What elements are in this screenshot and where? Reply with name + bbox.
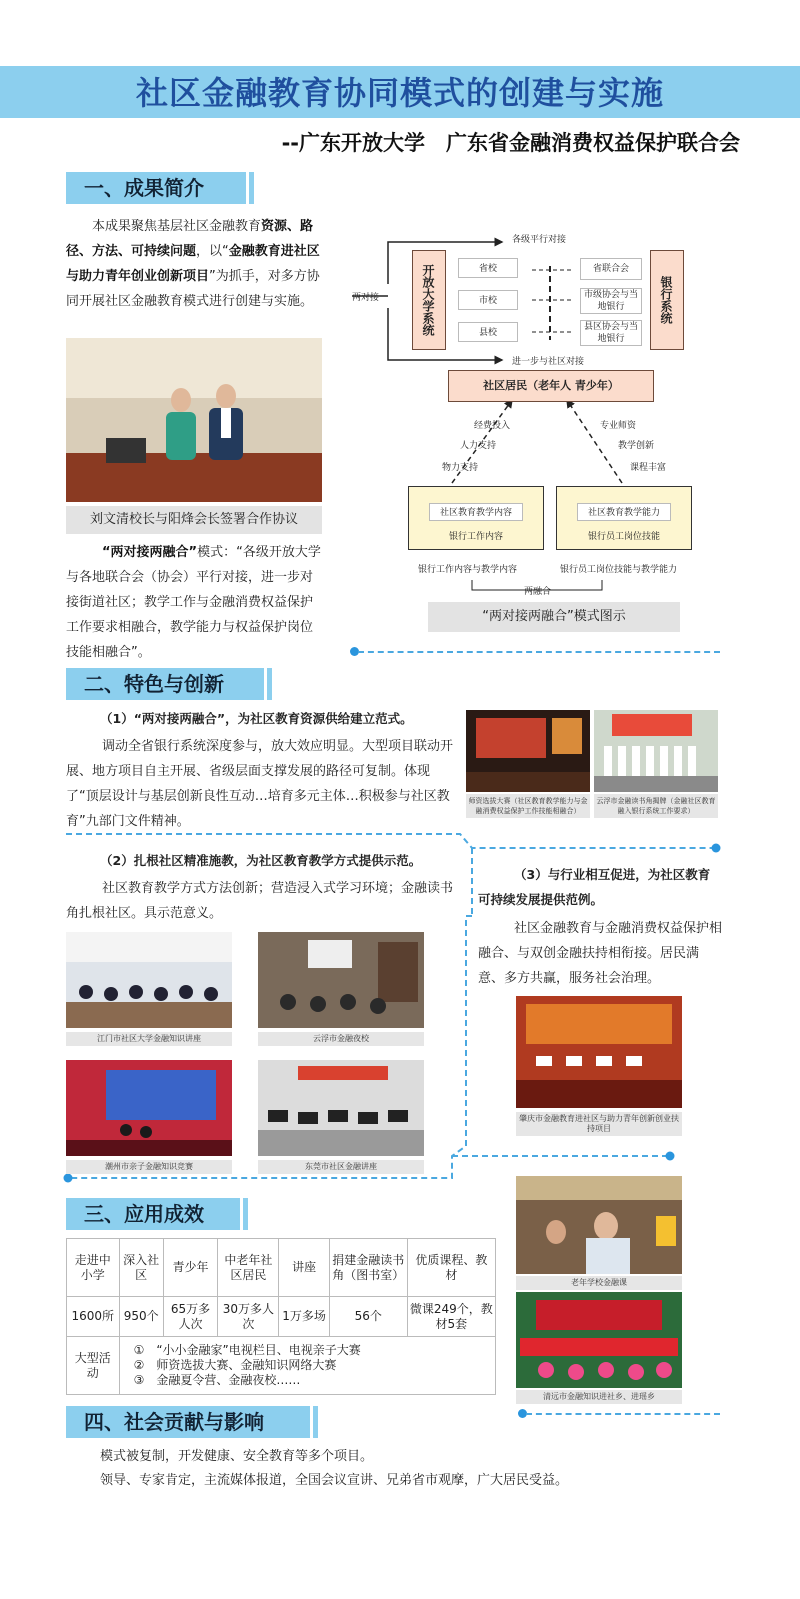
zhaoqing-caption: 肇庆市金融教育进社区与助力青年创新创业扶持项目 xyxy=(516,1112,682,1136)
feature-2-title: （2）扎根社区精准施教，为社区教育教学方式提供示范。 xyxy=(100,853,422,868)
bank-work-content: 银行工作内容 xyxy=(448,532,503,542)
diagram-caption: “两对接两融合”模式图示 xyxy=(428,602,680,632)
reading-corner-photo xyxy=(594,710,718,792)
model-description: “两对接两融合”模式：“各级开放大学与各地联合会（协会）平行对接，进一步对接街道社区；教学工作与金融消费权益保护工作要求相融合，教学能力与权益保护岗位技能相融合”。 xyxy=(66,545,321,660)
school-box: 市校 xyxy=(458,290,518,310)
signing-photo-caption: 刘文清校长与阳烽会长签署合作协议 xyxy=(66,506,322,534)
bank-system: 银行系统 xyxy=(650,250,684,350)
table-cell: 56个 xyxy=(329,1297,407,1337)
feature-1-body: 调动全省银行系统深度参与，放大效应明显。大型项目联动开展、地方项目自主开展、省级层面支撑发展的路径可复制。体现了“顶层设计与基层创新良性互动…培育多元主体…积极参与社区教育”九部门文件精神。 xyxy=(66,739,454,829)
section-2-heading: 二、特色与创新 xyxy=(66,668,264,700)
section-1-intro: 本成果聚焦基层社区金融教育资源、路径、方法、可持续问题，以“金融教育进社区与助力青年创业创新项目”为抓手，对多方协同开展社区金融教育模式进行创建与实施。 xyxy=(66,219,320,309)
contest-photo-caption: 师资选拔大赛（社区教育教学能力与金融消费权益保护工作技能相融合） xyxy=(466,794,590,818)
side-caption: 老年学校金融课 xyxy=(516,1276,682,1290)
lecture-photo xyxy=(66,932,232,1028)
table-cell: 30万多人次 xyxy=(218,1297,279,1337)
support-label: 教学创新 xyxy=(618,441,655,451)
table-cell: 微课249个，教材5套 xyxy=(407,1297,495,1337)
table-cell: 65万多人次 xyxy=(163,1297,218,1337)
support-label: 人力支持 xyxy=(460,441,497,451)
school-box: 县校 xyxy=(458,322,518,342)
night-school-photo xyxy=(258,932,424,1028)
section-1-heading: 一、成果简介 xyxy=(66,172,246,204)
table-header: 走进中小学 xyxy=(67,1239,120,1297)
feature-3-title: （3）与行业相互促进，为社区教育可持续发展提供范例。 xyxy=(478,867,711,907)
contest-photo xyxy=(466,710,590,792)
page-subtitle: --广东开放大学 广东省金融消费权益保护联合会 xyxy=(281,131,740,155)
further-docking-label: 进一步与社区对接 xyxy=(512,357,585,367)
association-box: 县区协会与当地银行 xyxy=(580,320,642,346)
feature-2-body: 社区教育教学方式方法创新；营造浸入式学习环境；金融读书角扎根社区。具示范意义。 xyxy=(66,881,454,921)
activity-item: ③ 金融夏令营、金融夜校…… xyxy=(133,1373,301,1387)
zhaoqing-project-photo xyxy=(516,996,682,1108)
two-fusion-label: 两融合 xyxy=(524,587,552,597)
grid-caption: 云浮市金融夜校 xyxy=(258,1032,424,1046)
elder-school-photo xyxy=(516,1176,682,1274)
table-cell: 950个 xyxy=(119,1297,163,1337)
teaching-content-inner: 社区教育教学内容 xyxy=(429,503,523,521)
teaching-ability-inner: 社区教育教学能力 xyxy=(577,503,671,521)
signing-photo xyxy=(66,338,322,502)
section-3-heading: 三、应用成效 xyxy=(66,1198,240,1230)
community-lecture-photo xyxy=(258,1060,424,1156)
divider-line xyxy=(526,1413,720,1415)
activity-item: ① “小小金融家”电视栏目、电视亲子大赛 xyxy=(133,1343,361,1357)
association-box: 市级协会与当地银行 xyxy=(580,288,642,314)
table-header: 讲座 xyxy=(279,1239,329,1297)
support-label: 课程丰富 xyxy=(630,463,667,473)
table-header: 青少年 xyxy=(163,1239,218,1297)
table-cell: 1万多场 xyxy=(279,1297,329,1337)
family-contest-photo xyxy=(66,1060,232,1156)
association-box: 省联合会 xyxy=(580,258,642,280)
fuse-left-label: 银行工作内容与教学内容 xyxy=(418,565,518,575)
feature-1-title: （1）“两对接两融合”，为社区教育资源供给建立范式。 xyxy=(100,711,413,726)
bank-staff-skills: 银行员工岗位技能 xyxy=(587,532,660,542)
table-header: 中老年社区居民 xyxy=(218,1239,279,1297)
feature-3-body: 社区金融教育与金融消费权益保护相融合、与双创金融扶持相衔接。居民满意、多方共赢，服务社会治理。 xyxy=(478,921,723,986)
results-table xyxy=(66,1238,496,1395)
section-4-heading: 四、社会贡献与影响 xyxy=(66,1406,310,1438)
parallel-label: 各级平行对接 xyxy=(512,235,567,245)
page-title: 社区金融教育协同模式的创建与实施 xyxy=(135,74,664,112)
table-cell: 1600所 xyxy=(67,1297,120,1337)
grid-caption: 江门市社区大学金融知识讲座 xyxy=(66,1032,232,1046)
residents-box: 社区居民（老年人 青少年） xyxy=(448,370,654,402)
table-header: 优质课程、教材 xyxy=(407,1239,495,1297)
support-label: 经费投入 xyxy=(474,421,511,431)
model-diagram xyxy=(352,228,722,638)
two-docking-label: 两对接 xyxy=(352,293,380,303)
reading-corner-caption: 云浮市金融读书角揭牌（金融社区教育融入银行系统工作要求） xyxy=(594,794,718,818)
activity-item: ② 师资选拔大赛、金融知识网络大赛 xyxy=(133,1358,337,1372)
open-university-system: 开放大学系统 xyxy=(412,250,446,350)
table-cell: 大型活动 xyxy=(67,1337,120,1395)
table-header: 捐建金融读书角（图书室） xyxy=(329,1239,407,1297)
support-label: 专业师资 xyxy=(600,421,637,431)
grid-caption: 东莞市社区金融讲座 xyxy=(258,1160,424,1174)
grid-caption: 潮州市亲子金融知识竞赛 xyxy=(66,1160,232,1174)
teaching-ability-box xyxy=(556,486,692,550)
contribution-line: 模式被复制，开发健康、安全教育等多个项目。 xyxy=(100,1449,374,1464)
fuse-right-label: 银行员工岗位技能与教学能力 xyxy=(560,565,678,575)
qingyuan-photo xyxy=(516,1292,682,1388)
table-header: 深入社区 xyxy=(119,1239,163,1297)
contribution-line: 领导、专家肯定，主流媒体报道，全国会议宣讲、兄弟省市观摩，广大居民受益。 xyxy=(100,1473,569,1488)
teaching-content-box xyxy=(408,486,544,550)
school-box: 省校 xyxy=(458,258,518,278)
activities-cell xyxy=(119,1337,495,1395)
support-label: 物力支持 xyxy=(442,463,479,473)
side-caption: 清远市金融知识进社乡、进瑶乡 xyxy=(516,1390,682,1404)
divider-line xyxy=(358,651,720,653)
